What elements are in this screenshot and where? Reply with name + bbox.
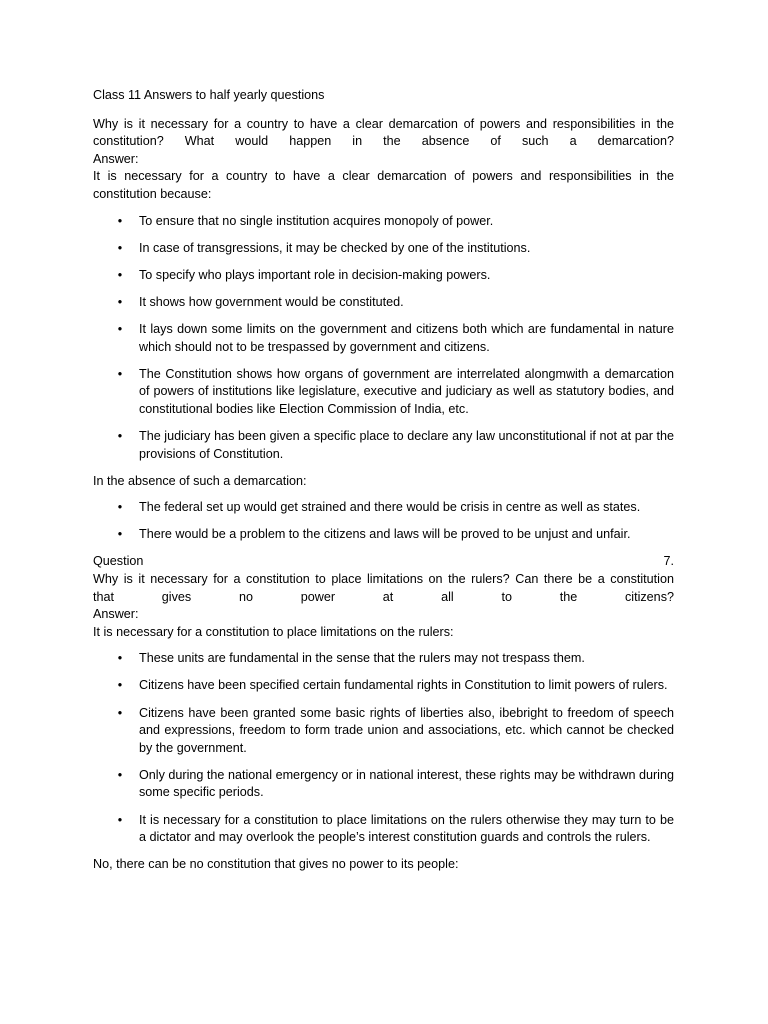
list-item-text: Only during the national emergency or in national interest, these rights may be withdrawn during some specific periods. [139, 767, 674, 800]
question-label: Question [93, 554, 144, 569]
answer-label: Answer: [93, 607, 139, 622]
list-item [93, 294, 674, 312]
list-item [93, 812, 674, 847]
bullet-icon: • [117, 678, 123, 693]
question-7-heading [93, 553, 674, 571]
list-item-text: It is necessary for a constitution to place limitations on the rulers otherwise they may turn to be a dictator and may overlook the people’s interest constitution guards and controls the rulers. [139, 812, 674, 845]
bullet-icon: • [117, 366, 123, 381]
list-item [93, 321, 674, 356]
question-1 [93, 116, 674, 544]
document-title: Class 11 Answers to half yearly questions [93, 88, 325, 102]
bullet-icon: • [117, 651, 123, 666]
list-item-text: Citizens have been specified certain fundamental rights in Constitution to limit powers of rulers. [139, 678, 668, 693]
list-item [93, 650, 674, 668]
document-page [93, 87, 674, 883]
list-item-text: In case of transgressions, it may be checked by one of the institutions. [139, 240, 531, 255]
bullet-icon: • [117, 527, 123, 542]
list-item [93, 705, 674, 758]
bullet-icon: • [117, 294, 123, 309]
question-number: 7. [663, 554, 674, 569]
list-item [93, 240, 674, 258]
bullet-icon: • [117, 767, 123, 782]
question-7-text-line-1: Why is it necessary for a constitution to place limitations on the rulers? Can there be a constitution [93, 571, 674, 586]
list-item-text: The Constitution shows how organs of government are interrelated alongmwith a demarcation of powers of institutions like legislature, executive and judiciary as well as statutory bodies, and constitutional bodies like Election Commission of India, etc. [139, 366, 674, 416]
question-1-text-line-1: Why is it necessary for a country to have a clear demarcation of powers and responsibilities in the [93, 116, 674, 131]
bullet-icon: • [117, 812, 123, 827]
bullet-icon: • [117, 500, 123, 515]
answer-label: Answer: [93, 151, 139, 166]
limitations-list [93, 650, 674, 846]
bullet-icon: • [117, 240, 123, 255]
list-item [93, 526, 674, 544]
closing-statement: No, there can be no constitution that gives no power to its people: [93, 857, 459, 872]
list-item [93, 677, 674, 695]
bullet-icon: • [117, 267, 123, 282]
list-item-text: These units are fundamental in the sense that the rulers may not trespass them. [139, 651, 585, 666]
list-item [93, 213, 674, 231]
list-item-text: The federal set up would get strained and there would be crisis in centre as well as states. [139, 500, 641, 515]
list-item-text: To ensure that no single institution acquires monopoly of power. [139, 213, 494, 228]
absence-intro: In the absence of such a demarcation: [93, 473, 307, 488]
list-item [93, 366, 674, 419]
bullet-icon: • [117, 321, 123, 336]
list-item-text: It lays down some limits on the government and citizens both which are fundamental in nature which should not to be trespassed by government and citizens. [139, 321, 674, 354]
question-1-text-line-2: constitution? What would happen in the absence of such a demarcation? [93, 134, 674, 149]
list-item [93, 267, 674, 285]
bullet-icon: • [117, 213, 123, 228]
list-item [93, 499, 674, 517]
list-item-text: It shows how government would be constituted. [139, 294, 404, 309]
bullet-icon: • [117, 428, 123, 443]
list-item-text: There would be a problem to the citizens and laws will be proved to be unjust and unfair. [139, 527, 631, 542]
absence-list [93, 499, 674, 544]
reasons-list [93, 213, 674, 464]
answer-intro: It is necessary for a constitution to place limitations on the rulers: [93, 624, 454, 639]
list-item [93, 767, 674, 802]
bullet-icon: • [117, 705, 123, 720]
question-7-text-line-2: that gives no power at all to the citizens? [93, 589, 674, 604]
question-7 [93, 553, 674, 873]
list-item-text: To specify who plays important role in decision-making powers. [139, 267, 491, 282]
list-item [93, 428, 674, 463]
list-item-text: Citizens have been granted some basic rights of liberties also, ibebright to freedom of speech and expressions, freedom to form trade union and associations, etc. which cannot be checked by the government. [139, 705, 674, 755]
list-item-text: The judiciary has been given a specific place to declare any law unconstitutional if not at par the provisions of Constitution. [139, 428, 674, 461]
answer-intro: It is necessary for a country to have a clear demarcation of powers and responsibilities in the constitution because: [93, 169, 674, 201]
